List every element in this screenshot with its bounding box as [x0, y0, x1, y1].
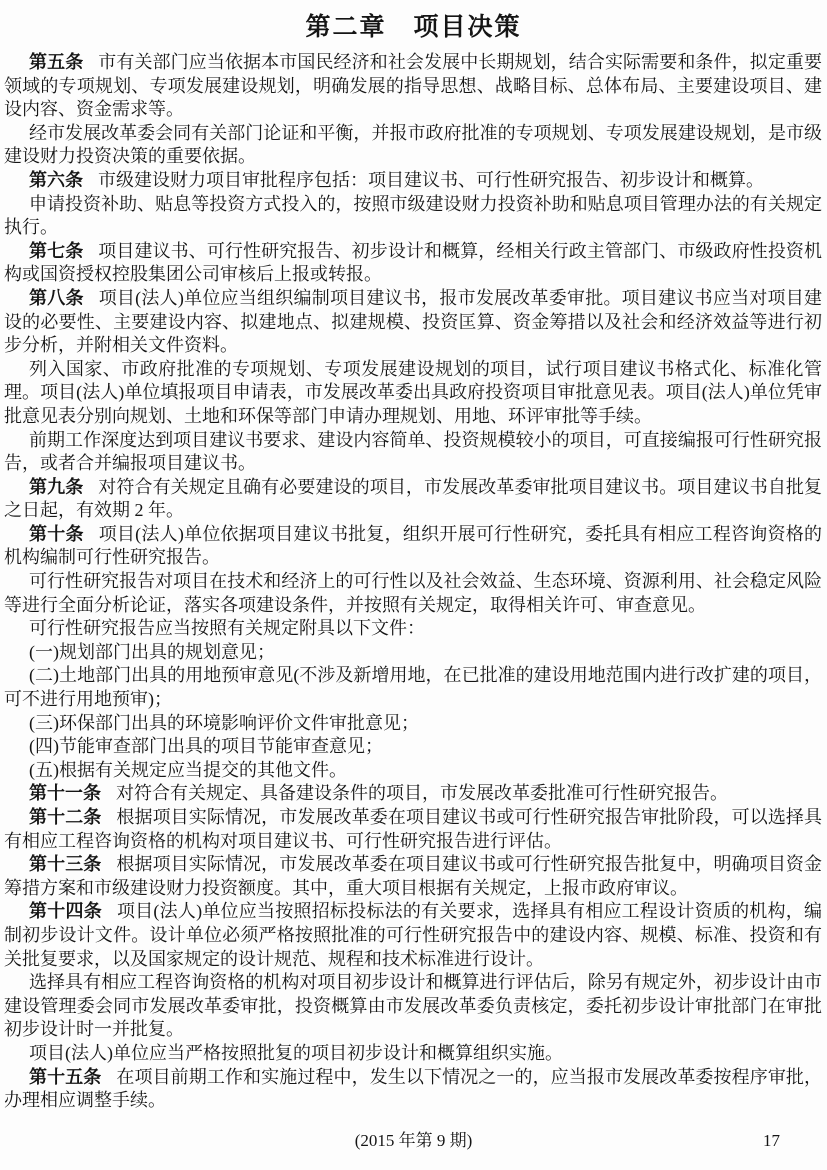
- paragraph-text: 对符合有关规定且确有必要建设的项目，市发展改革委审批项目建议书。项目建议书自批复之日起，有效期 2 年。: [4, 476, 823, 521]
- paragraph: [4, 664, 822, 711]
- paragraph: [4, 1042, 822, 1066]
- article-number-label: 第八条: [29, 287, 84, 308]
- paragraph-text: 项目(法人)单位应当严格按照批复的项目初步设计和概算组织实施。: [29, 1042, 563, 1063]
- paragraph: [4, 570, 822, 617]
- article-number-label: 第十四条: [29, 901, 102, 922]
- article-number-label: 第九条: [29, 476, 84, 497]
- article-number-label: 第七条: [29, 240, 84, 261]
- paragraph-text: 对符合有关规定、具备建设条件的项目，市发展改革委批准可行性研究报告。: [116, 783, 728, 804]
- paragraph-text: 市有关部门应当依据本市国民经济和社会发展中长期规划，结合实际需要和条件，拟定重要领域的专项规划、专项发展建设规划，明确发展的指导思想、战略目标、总体布局、主要建设项目、建设内容、资金需求等。: [4, 52, 823, 120]
- article-number-label: 第十二条: [29, 807, 102, 827]
- paragraph-text: 在项目前期工作和实施过程中，发生以下情况之一的，应当报市发展改革委按程序审批，办理相应调整手续。: [4, 1066, 823, 1111]
- paragraph-text: 项目(法人)单位应当组织编制项目建议书，报市发展改革委审批。项目建议书应当对项目建设的必要性、主要建设内容、拟建地点、拟建规模、投资匡算、资金筹措以及社会和经济效益等进行初步分析，并附相关文件资料。: [4, 287, 823, 356]
- paragraph-text: 前期工作深度达到项目建议书要求、建设内容简单、投资规模较小的项目，可直接编报可行性研究报告，或者合并编报项目建议书。: [4, 429, 822, 474]
- article-number-label: 第十一条: [29, 783, 101, 804]
- paragraph: [4, 971, 822, 1042]
- paragraph-text: 根据项目实际情况，市发展改革委在项目建议书或可行性研究报告批复中，明确项目资金筹措方案和市级建设财力投资额度。其中，重大项目根据有关规定，上报市政府审议。: [4, 854, 823, 898]
- paragraph: [4, 358, 822, 429]
- paragraph-text: (一)规划部门出具的规划意见；: [29, 641, 275, 662]
- paragraph-text: 根据项目实际情况，市发展改革委在项目建议书或可行性研究报告审批阶段，可以选择具有相应工程咨询资格的机构对项目建议书、可行性研究报告进行评估。: [4, 807, 823, 851]
- paragraph: [4, 240, 822, 287]
- document-body: [0, 51, 827, 1129]
- paragraph: [4, 169, 822, 193]
- paragraph: [4, 193, 822, 240]
- article-number-label: 第十条: [29, 523, 84, 544]
- paragraph-text: (二)土地部门出具的用地预审意见(不涉及新增用地，在已批准的建设用地范围内进行改扩建的项目，可不进行用地预审)；: [4, 665, 822, 710]
- paragraph-text: 选择具有相应工程咨询资格的机构对项目初步设计和概算进行评估后，除另有规定外，初步设计由市建设管理委会同市发展改革委审批，投资概算由市发展改革委负责核定，委托初步设计审批部门在审批初步设计时一并批复。: [4, 972, 822, 1040]
- paragraph-text: 项目(法人)单位应当按照招标投标法的有关要求，选择具有相应工程设计资质的机构，编制初步设计文件。设计单位必须严格按照批准的可行性研究报告中的建设内容、规模、标准、投资和有关批复要求，以及国家规定的设计规范、规程和技术标准进行设计。: [4, 901, 823, 969]
- paragraph: [4, 1066, 822, 1113]
- paragraph: [4, 759, 822, 783]
- paragraph-text: 可行性研究报告对项目在技术和经济上的可行性以及社会效益、生态环境、资源利用、社会稳定风险等进行全面分析论证，落实各项建设条件，并按照有关规定，取得相关许可、审查意见。: [4, 571, 822, 615]
- paragraph-text: 列入国家、市政府批准的专项规划、专项发展建设规划的项目，试行项目建议书格式化、标准化管理。项目(法人)单位填报项目申请表，市发展改革委出具政府投资项目审批意见表。项目(法人)单位凭审批意见表分别向规划、土地和环保等部门申请办理规划、用地、环评审批等手续。: [4, 358, 822, 426]
- paragraph: [4, 476, 822, 523]
- paragraph: [4, 782, 822, 806]
- paragraph-text: 经市发展改革委会同有关部门论证和平衡，并报市政府批准的专项规划、专项发展建设规划，是市级建设财力投资决策的重要依据。: [4, 122, 822, 167]
- paragraph: [4, 122, 822, 169]
- page-number: 17: [763, 1131, 780, 1150]
- paragraph-text: 项目(法人)单位依据项目建议书批复，组织开展可行性研究，委托具有相应工程咨询资格的机构编制可行性研究报告。: [4, 523, 823, 568]
- paragraph-text: (五)根据有关规定应当提交的其他文件。: [29, 759, 347, 780]
- article-number-label: 第十五条: [29, 1066, 102, 1087]
- chapter-title: 第二章 项目决策: [305, 13, 522, 41]
- paragraph-text: 可行性研究报告应当按照有关规定附具以下文件：: [29, 618, 425, 639]
- paragraph-text: (四)节能审查部门出具的项目节能审查意见；: [29, 736, 383, 757]
- paragraph: [4, 641, 822, 665]
- article-number-label: 第五条: [29, 52, 84, 72]
- paragraph-text: (三)环保部门出具的环境影响评价文件审批意见；: [29, 712, 419, 733]
- article-number-label: 第六条: [29, 169, 83, 190]
- paragraph: [4, 900, 822, 971]
- paragraph: [4, 51, 822, 122]
- paragraph: [4, 429, 822, 476]
- paragraph: [4, 735, 822, 759]
- paragraph: [4, 287, 822, 358]
- paragraph: [4, 712, 822, 736]
- paragraph: [4, 617, 822, 641]
- article-number-label: 第十三条: [29, 854, 102, 875]
- paragraph: [4, 853, 822, 900]
- paragraph-text: 项目建议书、可行性研究报告、初步设计和概算，经相关行政主管部门、市级政府性投资机构或国资授权控股集团公司审核后上报或转报。: [4, 240, 823, 285]
- issue-label: (2015 年第 9 期): [354, 1131, 473, 1150]
- paragraph-text: 申请投资补助、贴息等投资方式投入的，按照市级建设财力投资补助和贴息项目管理办法的有关规定执行。: [4, 193, 822, 238]
- paragraph: [4, 806, 822, 853]
- paragraph: [4, 523, 822, 570]
- paragraph-text: 市级建设财力项目审批程序包括：项目建议书、可行性研究报告、初步设计和概算。: [98, 169, 764, 190]
- page-footer: [0, 1128, 827, 1154]
